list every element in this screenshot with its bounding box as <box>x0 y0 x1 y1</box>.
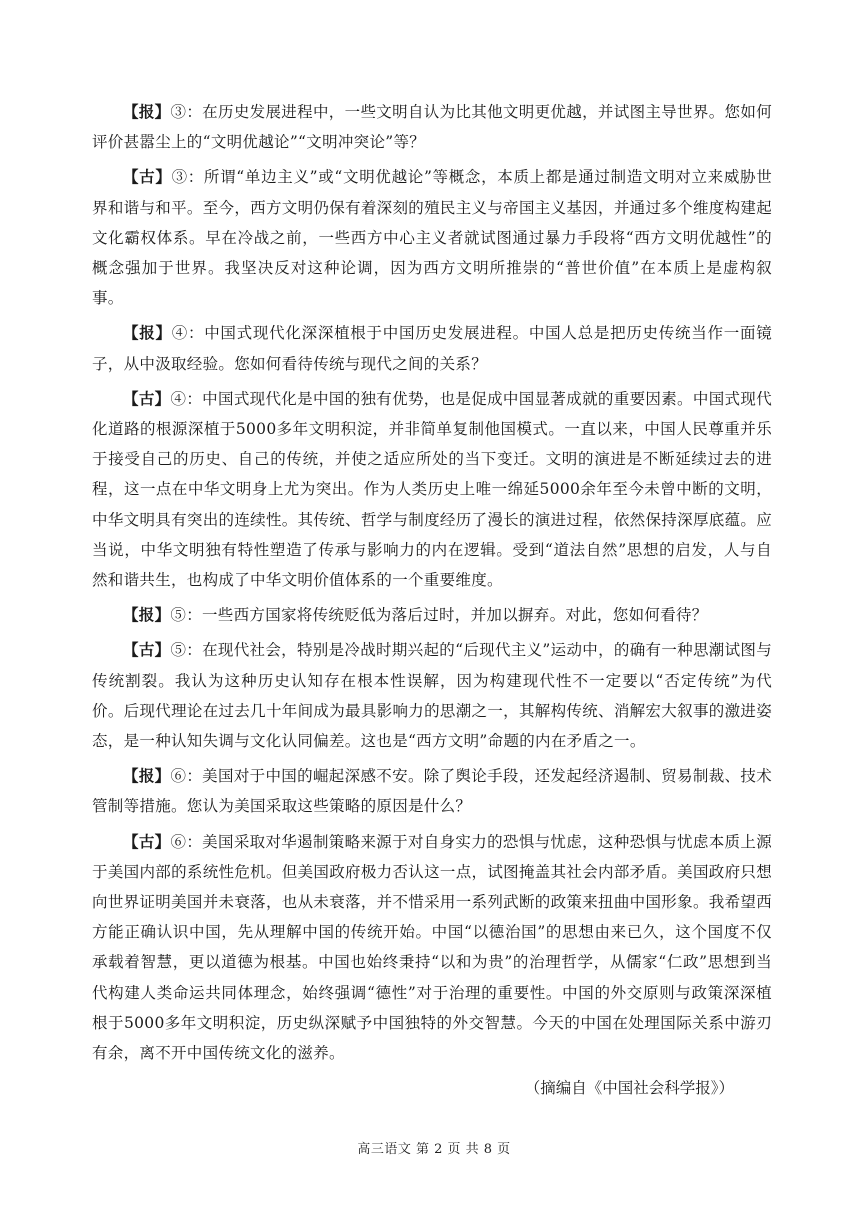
speaker-label: 【古】 <box>123 388 171 408</box>
speaker-label: 【古】 <box>123 831 171 851</box>
paragraph-text: ⑥：美国对于中国的崛起深感不安。除了舆论手段，还发起经济遏制、贸易制裁、技术管制等措施。您认为美国采取这些策略的原因是什么？ <box>92 767 773 816</box>
speaker-label: 【报】 <box>123 323 172 343</box>
paragraph-answer-a3 <box>92 162 772 313</box>
paragraph-interviewer-q3 <box>92 97 772 157</box>
page-footer: 高三语文 第 2 页 共 8 页 <box>357 1142 511 1157</box>
paragraph-answer-a6 <box>92 827 772 1069</box>
paragraph-text: ⑤：一些西方国家将传统贬低为落后过时，并加以摒弃。对此，您如何看待？ <box>170 606 708 625</box>
paragraph-interviewer-q5 <box>92 600 772 630</box>
paragraph-text: ③：所谓“单边主义”或“文明优越论”等概念，本质上都是通过制造文明对立来威胁世界和谐与和平。至今，西方文明仍保有着深刻的殖民主义与帝国主义基因，并通过多个维度构建起文化霸权体系。早在冷战之前，一些西方中心主义者就试图通过暴力手段将“西方文明优越性”的概念强加于世界。我坚决反对这种论调，因为西方文明所推崇的“普世价值”在本质上是虚构叙事。 <box>92 168 773 308</box>
speaker-label: 【古】 <box>123 167 172 187</box>
paragraph-answer-a5 <box>92 635 772 756</box>
paragraph-text: ⑥：美国采取对华遏制策略来源于对自身实力的恐惧与忧虑，这种恐惧与忧虑本质上源于美国内部的系统性危机。但美国政府极力否认这一点，试图掩盖其社会内部矛盾。美国政府只想向世界证明美国并未衰落，也从未衰落，并不惜采用一系列武断的政策来扭曲中国形象。我希望西方能正确认识中国，先从理解中国的传统开始。中国“以德治国”的思想由来已久，这个国度不仅承载着智慧，更以道德为根基。中国也始终秉持“以和为贵”的治理哲学，从儒家“仁政”思想到当代构建人类命运共同体理念，始终强调“德性”对于治理的重要性。中国的外交原则与政策深深植根于5000多年文明积淀，历史纵深赋予中国独特的外交智慧。今天的中国在处理国际关系中游刃有余，离不开中国传统文化的滋养。 <box>92 832 773 1063</box>
speaker-label: 【古】 <box>123 640 171 660</box>
speaker-label: 【报】 <box>123 766 171 786</box>
paragraph-text: ④：中国式现代化是中国的独有优势，也是促成中国显著成就的重要因素。中国式现代化道路的根源深植于5000多年文明积淀，并非简单复制他国模式。一直以来，中国人民尊重并乐于接受自己的历史、自己的传统，并使之适应所处的当下变迁。文明的演进是不断延续过去的进程，这一点在中华文明身上尤为突出。作为人类历史上唯一绵延5000余年至今未曾中断的文明，中华文明具有突出的连续性。其传统、哲学与制度经历了漫长的演进过程，依然保持深厚底蕴。应当说，中华文明独有特性塑造了传承与影响力的内在逻辑。受到“道法自然”思想的启发，人与自然和谐共生，也构成了中华文明价值体系的一个重要维度。 <box>92 389 773 590</box>
document-body <box>92 97 772 1103</box>
paragraph-text: ⑤：在现代社会，特别是冷战时期兴起的“后现代主义”运动中，的确有一种思潮试图与传统割裂。我认为这种历史认知存在根本性误解，因为构建现代性不一定要以“否定传统”为代价。后现代理论在过去几十年间成为最具影响力的思潮之一，其解构传统、消解宏大叙事的激进姿态，是一种认知失调与文化认同偏差。这也是“西方文明”命题的内在矛盾之一。 <box>92 641 772 751</box>
speaker-label: 【报】 <box>123 102 171 121</box>
paragraph-answer-a4 <box>92 384 772 595</box>
speaker-label: 【报】 <box>123 605 171 625</box>
paragraph-interviewer-q6 <box>92 761 772 821</box>
paragraph-text: ④：中国式现代化深深植根于中国历史发展进程。中国人总是把历史传统当作一面镜子，从中汲取经验。您如何看待传统与现代之间的关系？ <box>92 324 772 373</box>
source-citation: （摘编自《中国社会科学报》） <box>524 1079 734 1098</box>
paragraph-text: ③：在历史发展进程中，一些文明自认为比其他文明更优越，并试图主导世界。您如何评价甚嚣尘上的“文明优越论”“文明冲突论”等？ <box>92 103 773 152</box>
paragraph-interviewer-q4 <box>92 318 772 378</box>
